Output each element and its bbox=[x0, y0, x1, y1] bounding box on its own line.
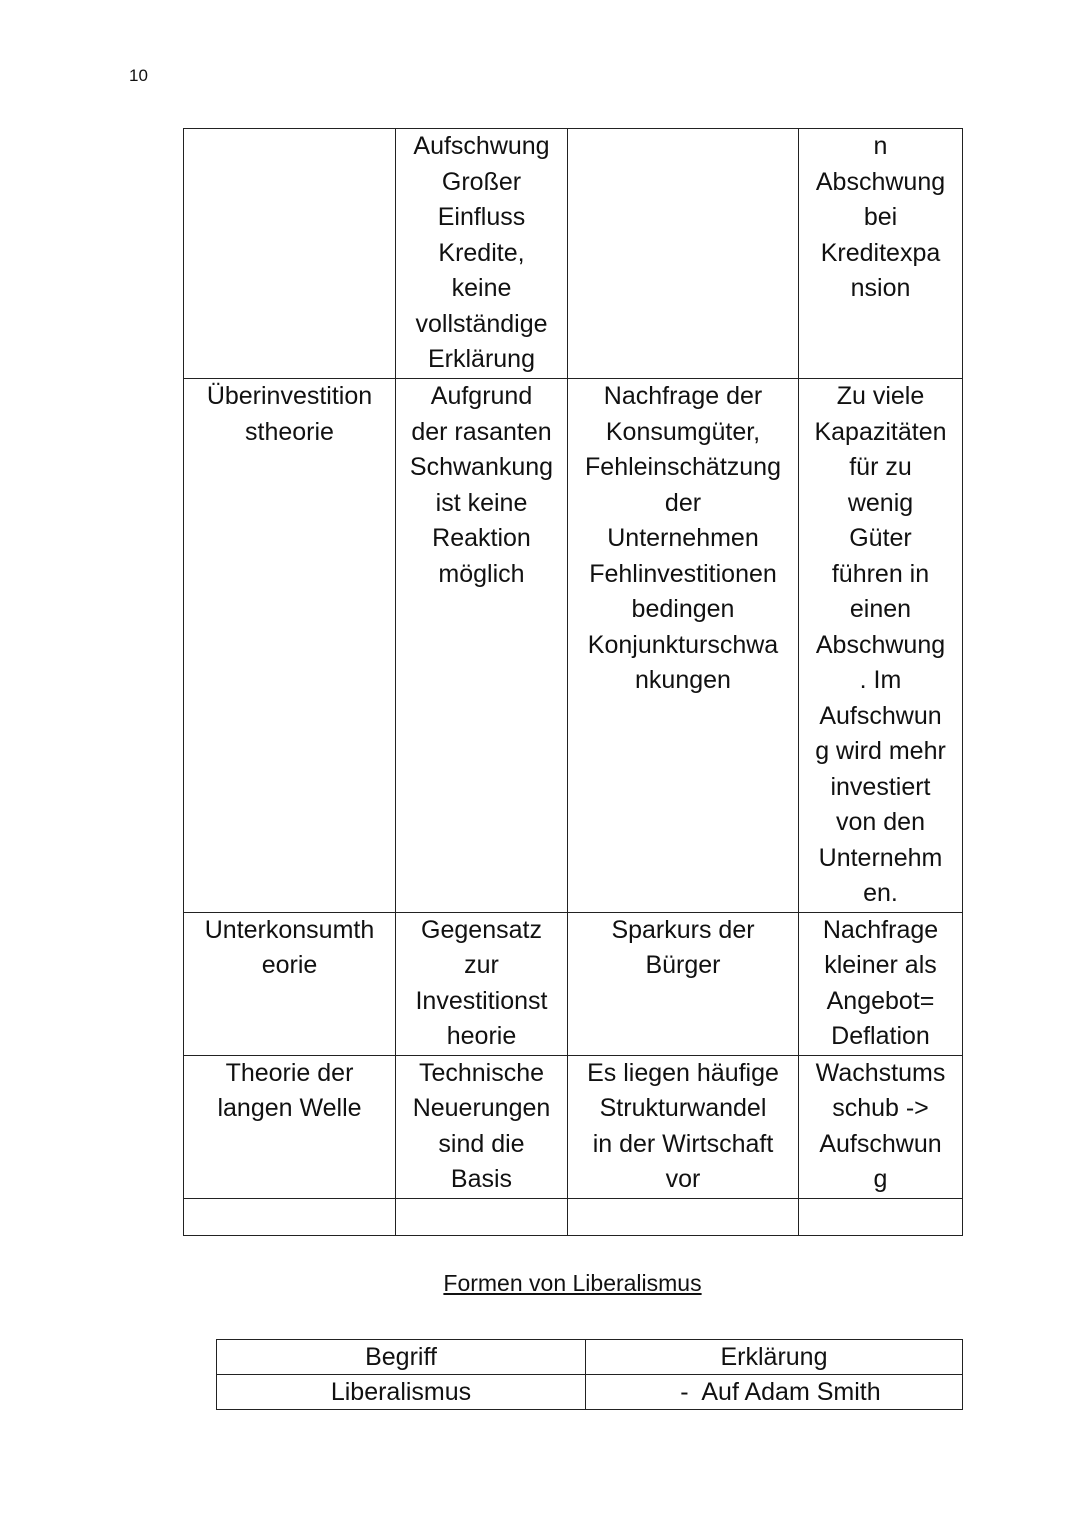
cell-text-line: Neuerungen bbox=[412, 1094, 551, 1122]
cell-text-line: investiert bbox=[830, 772, 931, 801]
cell-text-line: g wird mehr bbox=[815, 737, 946, 765]
cell-text-line: Nachfrage der bbox=[603, 382, 763, 410]
cell-text-line: Zu viele bbox=[836, 382, 925, 410]
table-cell bbox=[396, 1198, 568, 1235]
table-cell bbox=[799, 1055, 963, 1198]
cell-text-line: möglich bbox=[438, 559, 525, 588]
table-row bbox=[184, 1055, 963, 1198]
cell-text-line: der rasanten bbox=[411, 417, 552, 446]
cell-text-line: Bürger bbox=[645, 951, 721, 979]
cell-text-line: Schwankung bbox=[409, 453, 554, 481]
cell-text-line: Kredite, bbox=[438, 238, 525, 267]
table-cell bbox=[799, 1198, 963, 1235]
cell-text-line: vor bbox=[665, 1165, 701, 1193]
cell-text-line: Konsumgüter, bbox=[605, 417, 761, 446]
section-heading: Formen von Liberalismus bbox=[443, 1270, 702, 1296]
cell-text-line: ist keine bbox=[435, 488, 528, 517]
cell-text-line: Großer bbox=[441, 167, 522, 196]
table-row bbox=[184, 912, 963, 1055]
table-cell bbox=[184, 1198, 396, 1235]
cell-text-line: Aufgrund bbox=[430, 382, 533, 410]
cell-text-line: Nachfrage bbox=[822, 915, 939, 944]
cell-text-line: sind die bbox=[438, 1129, 525, 1158]
cell-text-line: Aufschwun bbox=[819, 701, 942, 730]
cell-text-line: Erklärung bbox=[428, 345, 535, 373]
cell-text-line: Angebot= bbox=[826, 986, 935, 1015]
table-cell bbox=[568, 912, 799, 1055]
cell-text-line: stheorie bbox=[245, 417, 334, 446]
cell-text-line: Abschwung bbox=[815, 167, 946, 196]
cell-text-line: bei bbox=[863, 203, 898, 231]
cell-text-line: in der Wirtschaft bbox=[592, 1129, 774, 1158]
cell-text-line: Unternehmen bbox=[607, 524, 759, 552]
cell-text-line: nkungen bbox=[635, 666, 731, 694]
cell-text-line: keine bbox=[451, 274, 512, 302]
table-cell bbox=[396, 912, 568, 1055]
cell-text-line: wenig bbox=[847, 488, 914, 517]
liberalism-forms-table bbox=[216, 1339, 963, 1410]
table-cell bbox=[184, 1055, 396, 1198]
header-term: Begriff bbox=[217, 1340, 586, 1375]
table-cell bbox=[184, 129, 396, 379]
table-row bbox=[184, 379, 963, 913]
cell-text-line: Wachstums bbox=[815, 1058, 946, 1087]
cell-text-line: Unternehm bbox=[818, 843, 943, 872]
cell-text-line: schub -> bbox=[832, 1094, 929, 1122]
table-header-row bbox=[217, 1340, 963, 1375]
cell-text-line: vollständige bbox=[415, 309, 548, 338]
page-number: 10 bbox=[129, 66, 148, 85]
term-cell: Liberalismus bbox=[217, 1375, 586, 1410]
cell-text-line: Sparkurs der bbox=[611, 915, 755, 944]
table-cell bbox=[799, 379, 963, 913]
cell-text-line: Theorie der bbox=[225, 1058, 354, 1087]
cell-text-line: Fehlinvestitionen bbox=[589, 559, 777, 588]
cell-text-line: heorie bbox=[446, 1022, 517, 1050]
cell-text-line: Gegensatz bbox=[421, 915, 542, 944]
cell-text-line: Überinvestition bbox=[206, 382, 373, 410]
table-cell bbox=[184, 379, 396, 913]
cell-text-line: einen bbox=[849, 595, 912, 623]
cell-text-line: bedingen bbox=[631, 595, 735, 623]
table-row bbox=[184, 129, 963, 379]
table-cell bbox=[396, 379, 568, 913]
table-cell bbox=[396, 129, 568, 379]
cell-text-line: en. bbox=[863, 879, 898, 907]
table-row bbox=[217, 1375, 963, 1410]
cell-text-line: Reaktion bbox=[432, 524, 531, 552]
cell-text-line: führen in bbox=[831, 559, 930, 588]
cell-text-line: Güter bbox=[849, 524, 912, 552]
cell-text-line: Investitionst bbox=[415, 986, 548, 1015]
cell-text-line: kleiner als bbox=[824, 951, 937, 979]
table-cell bbox=[568, 129, 799, 379]
cell-text-line: Aufschwun bbox=[819, 1129, 942, 1158]
table-cell bbox=[184, 912, 396, 1055]
cell-text-line: Fehleinschätzung bbox=[585, 453, 781, 481]
cell-text-line: Abschwung bbox=[815, 630, 946, 659]
cell-text-line: Einfluss bbox=[437, 203, 526, 231]
table-cell bbox=[568, 1198, 799, 1235]
explanation-cell bbox=[586, 1375, 963, 1410]
cell-text-line: langen Welle bbox=[217, 1094, 362, 1122]
cell-text-line: Strukturwandel bbox=[599, 1094, 767, 1122]
cell-text-line: . Im bbox=[859, 666, 902, 694]
cell-text-line: Konjunkturschwa bbox=[587, 630, 779, 659]
economic-theories-table bbox=[183, 128, 963, 1236]
cell-text-line: von den bbox=[836, 808, 925, 836]
cell-text-line: eorie bbox=[261, 951, 318, 979]
cell-text-line: g bbox=[873, 1165, 888, 1193]
table-cell bbox=[799, 912, 963, 1055]
cell-text-line: Deflation bbox=[831, 1022, 930, 1050]
cell-text-line: Kreditexpa bbox=[820, 238, 941, 267]
cell-text-line: zur bbox=[464, 951, 499, 979]
table-row bbox=[184, 1198, 963, 1235]
bullet-dash: - bbox=[680, 1378, 689, 1406]
cell-text-line: Kapazitäten bbox=[814, 417, 947, 446]
explanation-text: Auf Adam Smith bbox=[701, 1378, 881, 1406]
cell-text-line: Aufschwung bbox=[413, 132, 550, 160]
cell-text-line: Unterkonsumth bbox=[204, 915, 375, 944]
cell-text-line: für zu bbox=[849, 453, 912, 481]
table-cell bbox=[568, 1055, 799, 1198]
cell-text-line: nsion bbox=[850, 274, 911, 302]
cell-text-line: Basis bbox=[450, 1165, 513, 1193]
table-cell bbox=[799, 129, 963, 379]
table-cell bbox=[396, 1055, 568, 1198]
table-cell bbox=[568, 379, 799, 913]
cell-text-line: Es liegen häufige bbox=[587, 1058, 779, 1087]
cell-text-line: Technische bbox=[418, 1058, 545, 1087]
cell-text-line: der bbox=[664, 488, 702, 517]
cell-text-line: n bbox=[873, 132, 888, 160]
header-explanation: Erklärung bbox=[586, 1340, 963, 1375]
